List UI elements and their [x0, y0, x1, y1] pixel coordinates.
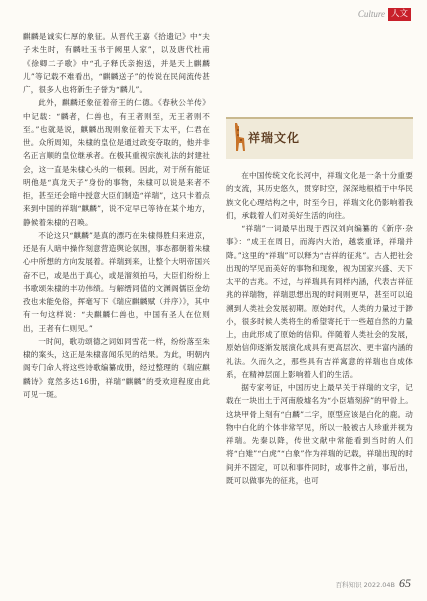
section-title: 祥瑞文化 [248, 131, 301, 145]
page-footer [336, 576, 411, 591]
paragraph: 一时间，歌功颂德之词如同雪花一样，纷纷落至朱棣的案头，这正是朱棣喜闻乐见的结果。为此，明朝内阁专门命人将这些诗歌编纂成册，经过整理的《瑞应麒麟诗》竟然多达16册，祥瑞“麒麟”的受欢迎程度由此可见一斑。 [23, 336, 210, 399]
paragraph: 此外，麒麟还象征着帝王的仁德。《春秋公羊传》中记载：“麟者，仁兽也，有王者则至，无王者则不至。”也就是说，麒麟出现则象征着天下太平，仁君在世。众所周知，朱棣的皇位是通过政变夺取的，他并非名正言顺的皇位继承者。在极其重视宗族礼法的封建社会，这一直是朱棣心头的一根刺。因此，对于所有能证明他是“真龙天子”身份的事物，朱棣可以说是来者不拒，甚至还会暗中授意大臣们制造“祥瑞”，这只卡着点来到中国的祥瑞“麒麟”，说不定早已等待在某个地方，静候着朱棣的召唤。 [23, 98, 210, 227]
section-banner [226, 117, 413, 159]
paragraph: 据专家考证，中国历史上最早关于祥瑞的文字，记载在一块出土于河南殷墟名为“小臣墙刻辞”的甲骨上。这块甲骨上刻有“白麟”二字，原型应该是白化的鹿。动物中白化的个体非常罕见，所以一般被古人珍重并视为祥瑞。先秦以降，传世文献中常能看到当时的人们将“白雉”“白虎”“白象”作为祥瑞的记载，祥瑞出现的时间并不固定，可以和事件同时，或事件之前，事后出，既可以做事先的征兆，也可 [226, 383, 413, 485]
issue-label: 百科知识 2022.04B [335, 581, 395, 589]
paragraph: 在中国传统文化长河中，祥瑞文化是一条十分重要的支流，其历史悠久，贯穿时空，深深地根植于中华民族文化心理结构之中，时至今日，祥瑞文化仍影响着我们，承载着人们对美好生活的向往。 [226, 171, 413, 220]
paragraph: 麒麟是诚实仁厚的象征。从晋代王嘉《拾遗记》中“夫子未生时，有麟吐玉书于阙里人家”，以及唐代杜甫《徐卿二子歌》中“孔子释氏亲抱送，并是天上麒麟儿”等记载不难看出，“麒麟送子”的传说在民间流传甚广，很多人也将新生子誉为“麟儿”。 [23, 32, 210, 94]
right-column [226, 169, 413, 487]
section-header [358, 7, 411, 21]
page-number: 65 [399, 576, 411, 590]
section-label-en: Culture [357, 9, 385, 19]
section-label-cn: 人文 [388, 8, 411, 21]
left-column [23, 30, 210, 401]
paragraph: “祥瑞”一词最早出现于西汉刘向编纂的《新序·杂事》：“成王在周日，而海内大治，越裳重译，祥瑞并降。”这里的“祥瑞”可以释为“吉祥的征兆”。古人把社会出现的罕见而美好的事物和现象，视为国家兴盛、天下太平的吉兆。不过，与祥瑞具有同样内涵，代表吉祥征兆的祥瑞物，祥瑞思想出现的时间则更早，甚至可以追溯到人类社会发展初期。原始时代，人类的力量过于渺小，很多时候人类将生的希望寄托于一些超自然的力量上，由此形成了原始的信仰。伴随着人类社会的发展，原始信仰逐渐发展演化成具有更高层次、更丰富内涵的礼法。久而久之，那些具有吉祥寓意的祥瑞也自成体系，在精神层面上影响着人们的生活。 [226, 224, 413, 379]
giraffe-icon [230, 121, 250, 155]
paragraph: 不论这只“麒麟”是真的漂巧在朱棣得胜归来进京，还是有人暗中操作刻意营造舆论氛围，事态都朝着朱棣心中所想的方向发展着。祥瑞到来，让整个大明帝国兴奋不已，或是出于真心，或是溜须拍马，大臣们纷纷上书歌颂朱棣的丰功伟绩。与解缙同值的文渊阁儒臣金幼孜也未能免俗，挥毫写下《瑞应麒麟赋（并序）》，其中有一句这样说：“夫麒麟仁兽也，中国有圣人在位则出，王者有仁则见。” [23, 230, 210, 333]
